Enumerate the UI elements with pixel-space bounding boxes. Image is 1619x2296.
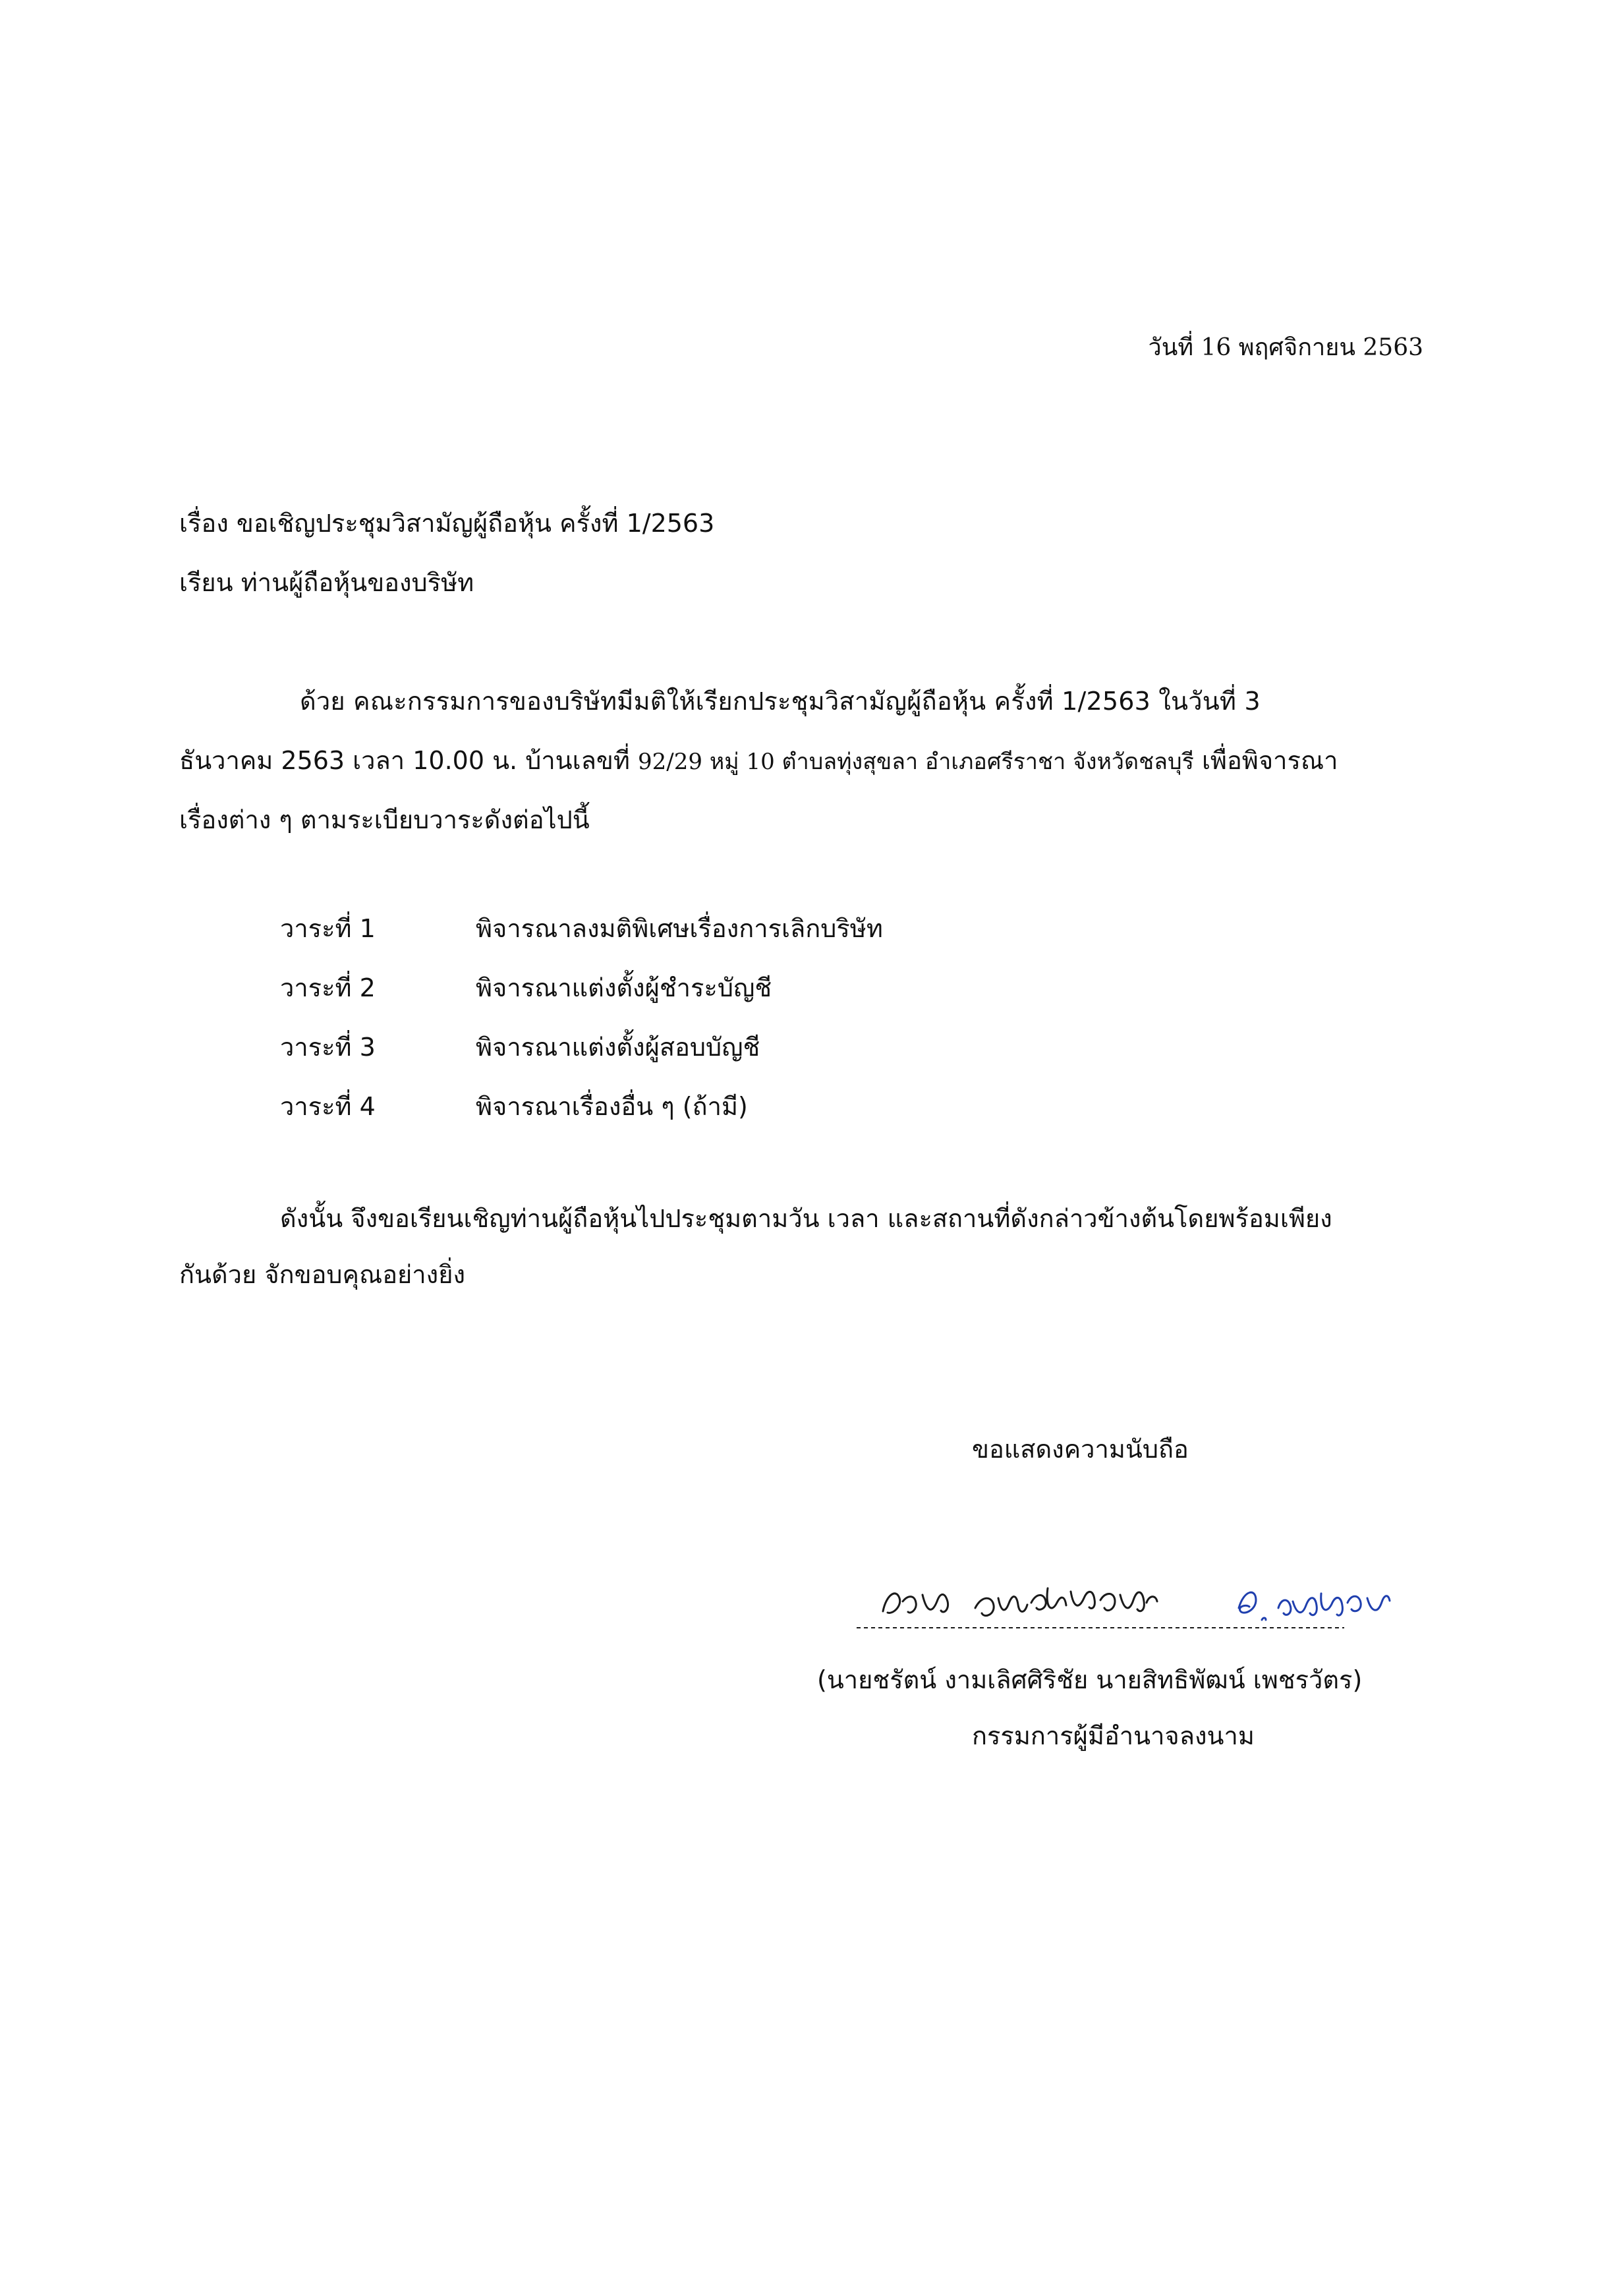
paragraph1-line2-part-b: 92/29 หมู่ 10 ตำบลทุ่งสุขลา อำเภอศรีราชา จังหวัดชลบุรี [638,749,1194,775]
agenda-number: วาระที่ 3 [280,1033,376,1062]
paragraph1-line2 [179,748,1338,773]
paragraph1-line3: เรื่องต่าง ๆ ตามระเบียบวาระดังต่อไปนี้ [179,805,590,834]
agenda-number: วาระที่ 4 [280,1092,376,1121]
agenda-text: พิจารณาแต่งตั้งผู้สอบบัญชี [476,1033,760,1062]
signature-1 [883,1588,1157,1616]
agenda-text: พิจารณาเรื่องอื่น ๆ (ถ้ามี) [476,1092,748,1121]
paragraph1-line2-part-a: ธันวาคม 2563 เวลา 10.00 น. บ้านเลขที่ [179,746,639,775]
signatory-names: (นายชรัตน์ งามเลิศศิริชัย นายสิทธิพัฒน์ เพชรวัตร) [817,1665,1363,1694]
signatory-position: กรรมการผู้มีอำนาจลงนาม [972,1721,1255,1750]
recipient-line: เรียน ท่านผู้ถือหุ้นของบริษัท [179,568,474,597]
subject-line: เรื่อง ขอเชิญประชุมวิสามัญผู้ถือหุ้น ครั้งที่ 1/2563 [179,509,715,538]
paragraph1-line1: ด้วย คณะกรรมการของบริษัทมีมติให้เรียกประชุมวิสามัญผู้ถือหุ้น ครั้งที่ 1/2563 ในวันที่ 3 [300,687,1261,716]
closing-salutation: ขอแสดงความนับถือ [972,1435,1189,1464]
paragraph1-line2-part-c: เพื่อพิจารณา [1193,746,1338,775]
agenda-number: วาระที่ 1 [280,914,376,943]
signature-2 [1239,1592,1390,1620]
signature-image [857,1562,1450,1641]
letter-date: วันที่ 16 พฤศจิกายน 2563 [1148,334,1423,361]
agenda-text: พิจารณาลงมติพิเศษเรื่องการเลิกบริษัท [476,914,883,943]
paragraph2-line2: กันด้วย จักขอบคุณอย่างยิ่ง [179,1260,466,1289]
agenda-number: วาระที่ 2 [280,973,376,1002]
agenda-text: พิจารณาแต่งตั้งผู้ชำระบัญชี [476,973,772,1002]
paragraph2-line1: ดังนั้น จึงขอเรียนเชิญท่านผู้ถือหุ้นไปประชุมตามวัน เวลา และสถานที่ดังกล่าวข้างต้นโดยพร้อมเพียง [280,1204,1332,1233]
